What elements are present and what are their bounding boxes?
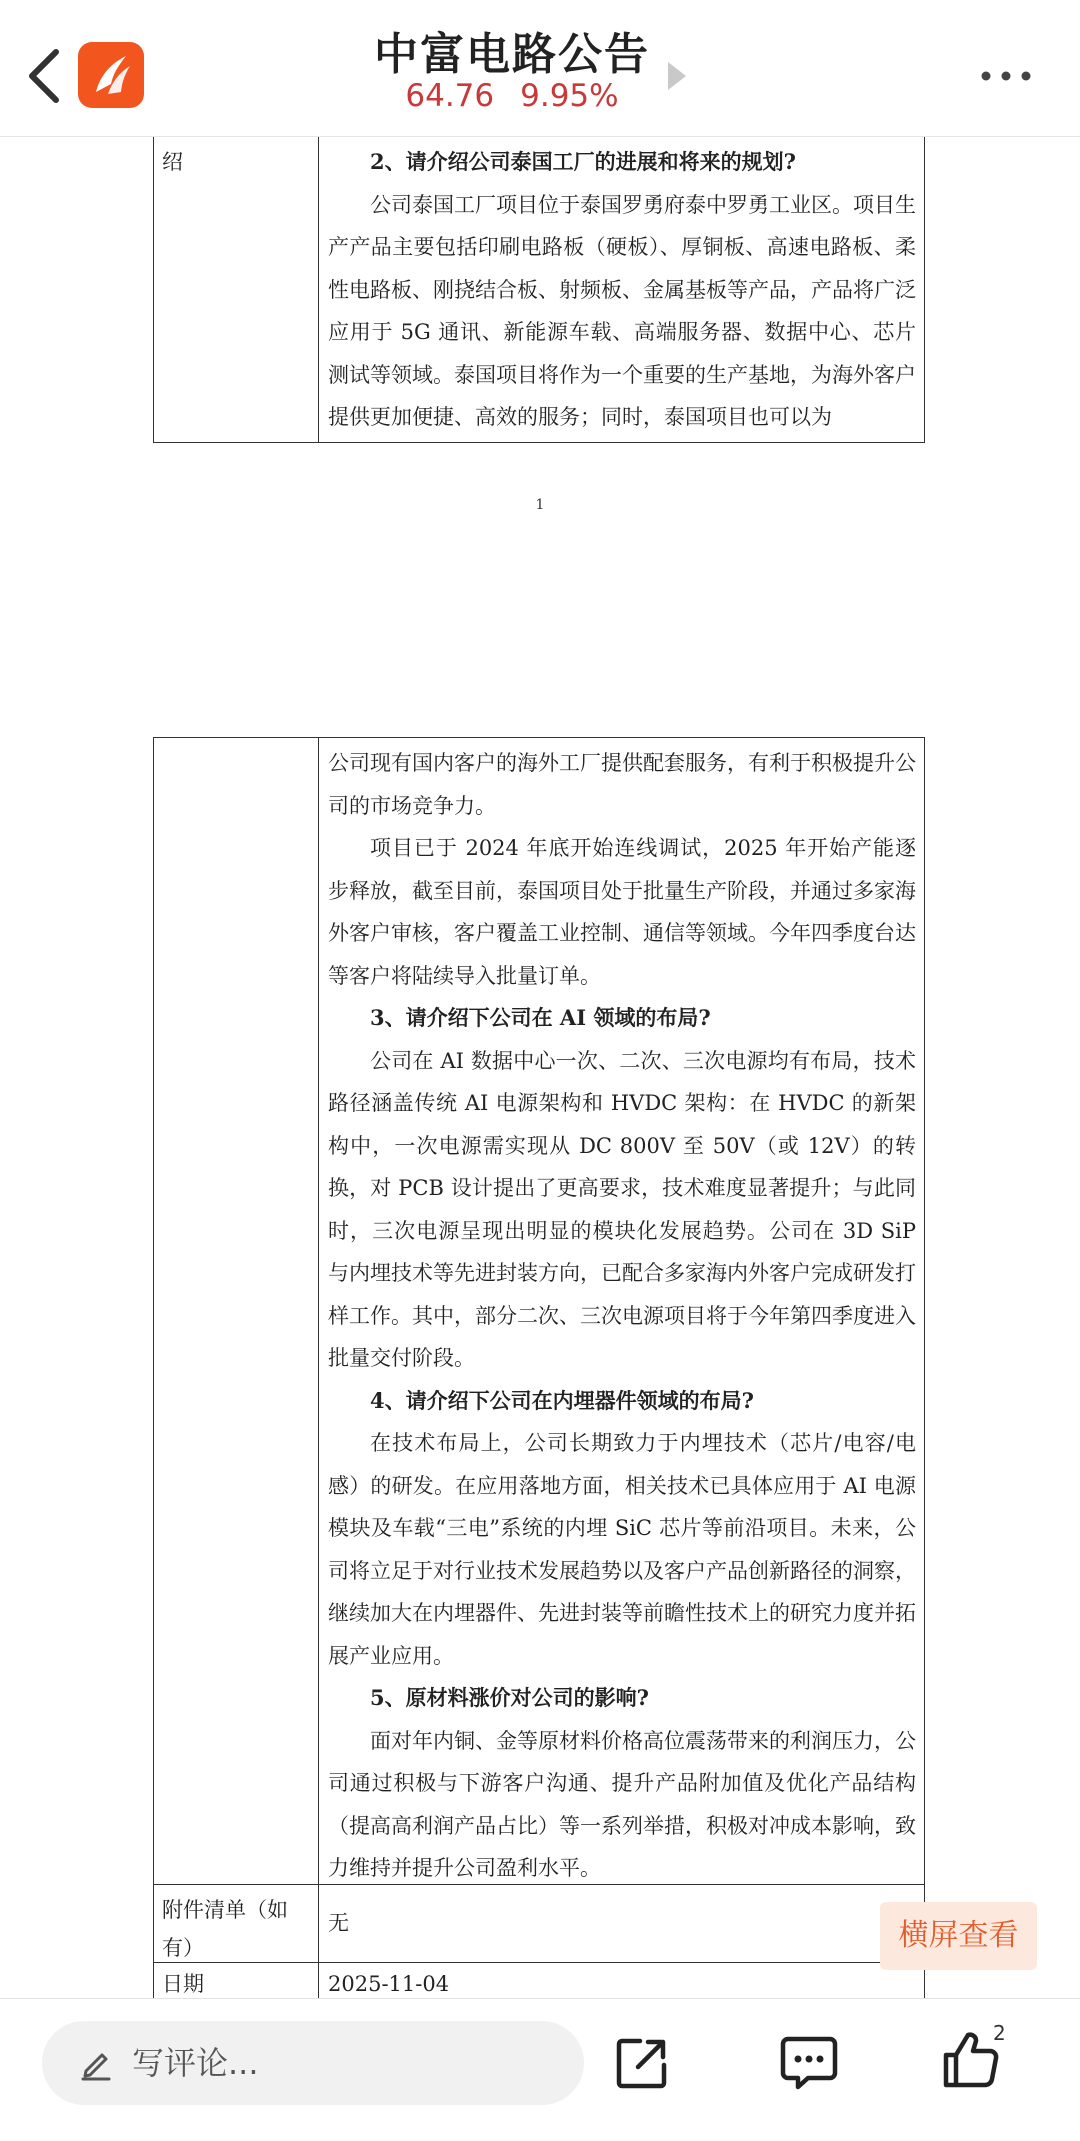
answer-paragraph: 在技术布局上，公司长期致力于内埋技术（芯片/电容/电感）的研发。在应用落地方面，相关技术已具体应用于 AI 电源模块及车载“三电”系统的内埋 SiC 芯片等前沿项目。未来，公司将立足于对行业技术发展趋势以及客户产品创新路径的洞察，继续加大在内埋器件、先进封装等前瞻性技术上的研究力度并拓展产业应用。: [328, 1431, 916, 1668]
header: [0, 0, 1080, 137]
stock-price: 64.76: [405, 78, 495, 114]
like-icon[interactable]: [942, 2031, 1000, 2089]
doc-table-page2: [153, 737, 925, 1998]
like-count: 2: [993, 2021, 1006, 2045]
question-heading: 2、请介绍公司泰国工厂的进展和将来的规划?: [370, 149, 796, 174]
row-label: 绍: [154, 137, 319, 442]
comment-icon[interactable]: [780, 2035, 838, 2091]
answer-paragraph: 公司泰国工厂项目位于泰国罗勇府泰中罗勇工业区。项目生产产品主要包括印刷电路板（硬板）、厚铜板、高速电路板、柔性电路板、刚挠结合板、射频板、金属基板等产品，产品将广泛应用于 5G 通讯、新能源车载、高端服务器、数据中心、芯片测试等领域。泰国项目将作为一个重要的生产基地，为海外客户提供更加便捷、高效的服务；同时，泰国项目也可以为: [328, 192, 916, 429]
date-label: 日期: [154, 1963, 319, 1998]
question-heading: 5、原材料涨价对公司的影响?: [370, 1685, 649, 1710]
answer-paragraph: 公司现有国内客户的海外工厂提供配套服务，有利于积极提升公司的市场竞争力。: [328, 751, 916, 818]
row-content: [319, 137, 924, 442]
table-row: [154, 738, 924, 1884]
doc-table-page1: [153, 136, 925, 443]
next-arrow-icon[interactable]: [664, 58, 688, 94]
comment-placeholder: 写评论...: [132, 2044, 259, 2082]
page-number: 1: [535, 497, 545, 513]
share-icon[interactable]: [614, 2035, 670, 2091]
attachment-label: 附件清单（如有）: [154, 1885, 319, 1962]
answer-paragraph: 面对年内铜、金等原材料价格高位震荡带来的利润压力，公司通过积极与下游客户沟通、提升产品附加值及优化产品结构（提高高利润产品占比）等一系列举措，积极对冲成本影响，致力维持并提升公司盈利水平。: [328, 1728, 916, 1880]
date-value: 2025-11-04: [328, 1972, 450, 1996]
document-viewer[interactable]: [0, 136, 1080, 1998]
table-row: [154, 137, 924, 442]
stock-quote: [0, 78, 1024, 114]
answer-paragraph: 项目已于 2024 年底开始连线调试，2025 年开始产能逐步释放，截至目前，泰国项目处于批量生产阶段，并通过多家海外客户审核，客户覆盖工业控制、通信等领域。今年四季度台达等客户将陆续导入批量订单。: [328, 836, 916, 988]
table-row: [154, 1962, 924, 1998]
stock-change-pct: 9.95%: [520, 78, 619, 114]
question-heading: 4、请介绍下公司在内埋器件领域的布局?: [370, 1387, 754, 1413]
table-row: [154, 1884, 924, 1962]
page-title: 中富电路公告: [374, 29, 650, 80]
row-label: [154, 738, 319, 1884]
landscape-view-button[interactable]: 横屏查看: [880, 1902, 1037, 1970]
row-content: [319, 738, 924, 1884]
more-icon[interactable]: [978, 66, 1034, 86]
bottom-bar: [0, 1998, 1080, 2141]
comment-input[interactable]: [42, 2021, 584, 2105]
pen-icon: [78, 2045, 114, 2081]
answer-paragraph: 公司在 AI 数据中心一次、二次、三次电源均有布局，技术路径涵盖传统 AI 电源架构和 HVDC 架构：在 HVDC 的新架构中，一次电源需实现从 DC 800V 至 50V（或 12V）的转换，对 PCB 设计提出了更高要求，技术难度显著提升；与此同时，三次电源呈现出明显的模块化发展趋势。公司在 3D SiP 与内埋技术等先进封装方向，已配合多家海内外客户完成研发打样工作。其中，部分二次、三次电源项目将于今年第四季度进入批量交付阶段。: [328, 1048, 916, 1370]
question-heading: 3、请介绍下公司在 AI 领域的布局?: [370, 1005, 711, 1030]
attachment-value: 无: [328, 1911, 349, 1935]
